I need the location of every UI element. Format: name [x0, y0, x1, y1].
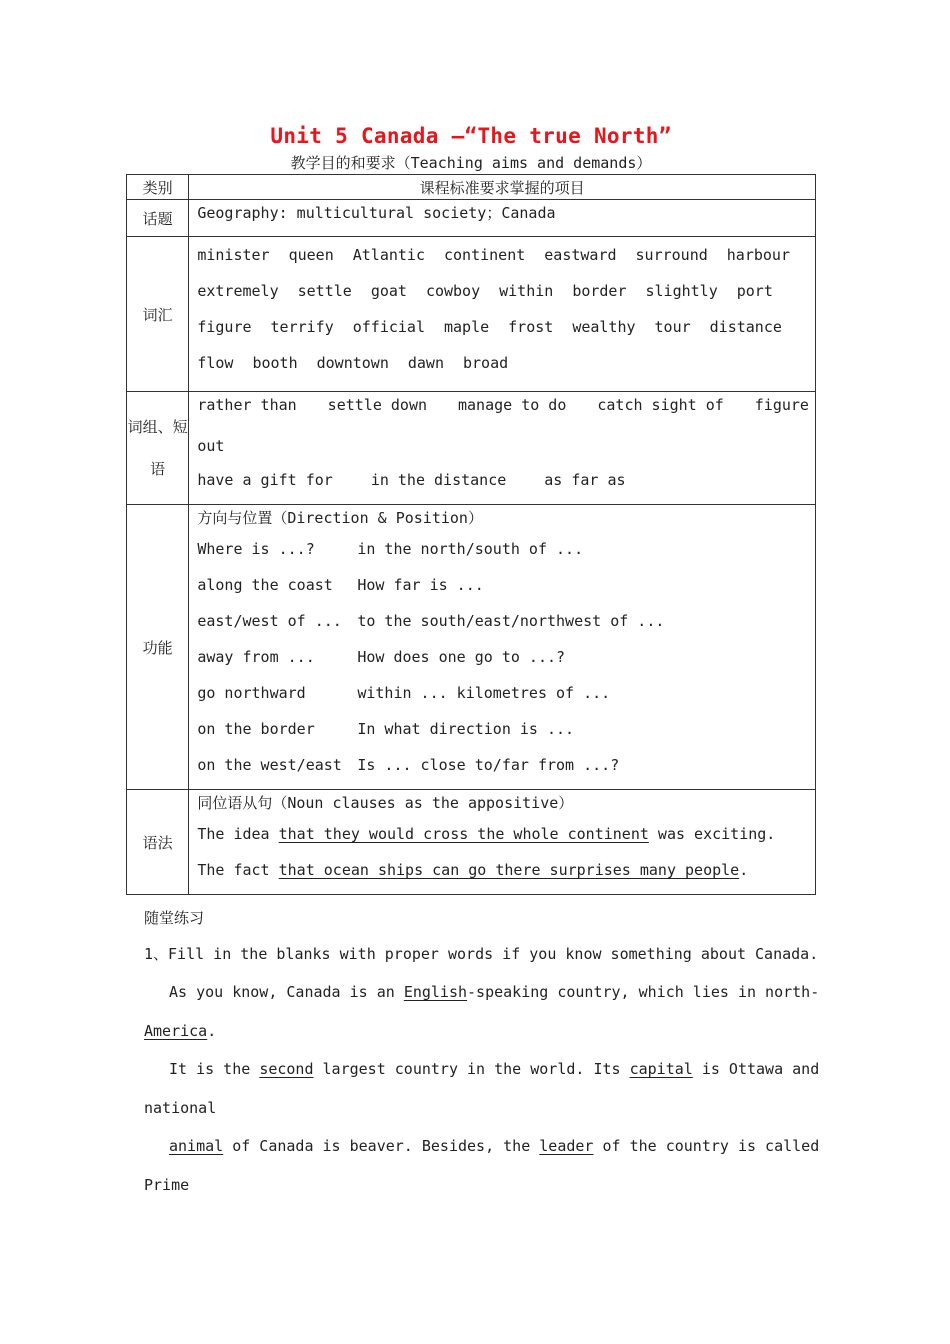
exercise-heading: 随堂练习: [144, 909, 205, 927]
vocab-word: booth: [252, 354, 298, 372]
vocab-line-4: [197, 345, 809, 381]
function-phrase: within ... kilometres of ...: [357, 684, 611, 702]
text: As you know, Canada is an: [169, 983, 404, 1001]
function-row: [197, 639, 809, 675]
vocab-word: frost: [508, 318, 554, 336]
function-phrase: away from ...: [197, 648, 315, 666]
phrases-label-line2: 语: [150, 460, 166, 478]
phrases-label-line1: 词组、短: [127, 418, 188, 436]
grammar-example-1: [197, 816, 809, 852]
function-phrase: east/west of ...: [197, 612, 342, 630]
phrases-label: [127, 392, 189, 505]
vocab-word: minister: [197, 246, 270, 264]
grammar-example-2: [197, 852, 809, 888]
vocab-word: queen: [288, 246, 334, 264]
vocab-line-3: [197, 309, 809, 345]
header-category: 类别: [127, 175, 189, 200]
vocab-word: maple: [444, 318, 490, 336]
exercise-section: [144, 900, 820, 1203]
answer-blank: animal: [169, 1137, 224, 1155]
vocab-word: cowboy: [425, 282, 481, 300]
function-phrase: go northward: [197, 684, 306, 702]
phrase-continuation: out: [197, 437, 225, 455]
function-row: [197, 603, 809, 639]
answer-blank: English: [403, 983, 468, 1001]
phrase: manage to do: [458, 396, 567, 414]
vocab-word: extremely: [197, 282, 279, 300]
function-phrase: In what direction is ...: [357, 720, 575, 738]
topic-content: [189, 200, 816, 237]
vocab-word: goat: [370, 282, 407, 300]
function-phrase: to the south/east/northwest of ...: [357, 612, 665, 630]
vocab-word: port: [736, 282, 773, 300]
vocab-word: distance: [709, 318, 782, 336]
vocab-word: terrify: [270, 318, 334, 336]
vocab-line-2: [197, 273, 809, 309]
appositive-clause: that they would cross the whole continent: [278, 825, 649, 843]
syllabus-table: [126, 174, 816, 895]
exercise-paragraph-line: [144, 1013, 784, 1049]
text: It is the: [169, 1060, 260, 1078]
exercise-paragraph-line: [144, 1049, 820, 1090]
page-title: Unit 5 Canada —“The true North”: [270, 124, 672, 148]
phrase: in the distance: [370, 471, 507, 489]
text: of the country is called: [593, 1137, 820, 1155]
function-phrase: on the border: [197, 720, 315, 738]
exercise-paragraph-line: [144, 1126, 820, 1167]
text: of Canada is beaver. Besides, the: [223, 1137, 540, 1155]
function-phrase: in the north/south of ...: [357, 540, 584, 558]
vocabulary-label: 词汇: [127, 237, 189, 392]
vocab-word: figure: [197, 318, 252, 336]
function-phrase: Where is ...?: [197, 540, 315, 558]
functions-heading: 方向与位置（Direction & Position）: [197, 509, 483, 527]
function-row: [197, 711, 809, 747]
page-subtitle: 教学目的和要求（Teaching aims and demands）: [290, 154, 652, 172]
vocab-word: within: [499, 282, 554, 300]
vocab-word: flow: [197, 354, 234, 372]
vocab-word: dawn: [407, 354, 444, 372]
example-text: The idea: [197, 825, 279, 843]
vocab-word: continent: [444, 246, 526, 264]
answer-blank: leader: [539, 1137, 594, 1155]
vocab-word: tour: [654, 318, 691, 336]
text: .: [207, 1022, 217, 1040]
table-header-row: [127, 175, 816, 200]
vocab-word: wealthy: [572, 318, 636, 336]
phrase: rather than: [197, 396, 297, 414]
topic-label: 话题: [127, 200, 189, 237]
vocab-word: harbour: [726, 246, 790, 264]
vocab-word: border: [572, 282, 627, 300]
vocab-word: slightly: [645, 282, 718, 300]
functions-label: 功能: [127, 505, 189, 790]
exercise-paragraph-line: Prime: [144, 1176, 190, 1194]
grammar-label: 语法: [127, 790, 189, 895]
vocabulary-content: [189, 237, 816, 392]
exercise-paragraph-line: national: [144, 1099, 217, 1117]
functions-content: [189, 505, 816, 790]
vocab-word: official: [352, 318, 425, 336]
phrase: catch sight of: [597, 396, 724, 414]
function-row: [197, 531, 809, 567]
grammar-row: [127, 790, 816, 895]
example-text: was exciting.: [648, 825, 776, 843]
grammar-heading: 同位语从句（Noun clauses as the appositive）: [197, 794, 574, 812]
vocab-word: settle: [297, 282, 352, 300]
answer-blank: America: [144, 1022, 208, 1040]
phrases-row: [127, 392, 816, 505]
vocab-word: Atlantic: [352, 246, 425, 264]
exercise-paragraph-line: [144, 972, 820, 1013]
function-phrase: Is ... close to/far from ...?: [357, 756, 620, 774]
functions-row: [127, 505, 816, 790]
topic-row: [127, 200, 816, 237]
vocab-word: broad: [463, 354, 509, 372]
answer-blank: second: [259, 1060, 314, 1078]
grammar-content: [189, 790, 816, 895]
phrase: settle down: [327, 396, 428, 414]
header-content: 课程标准要求掌握的项目: [189, 175, 816, 200]
function-phrase: How does one go to ...?: [357, 648, 566, 666]
question-1: 1、Fill in the blanks with proper words if you know something about Canada.: [144, 945, 819, 963]
phrases-content: [189, 392, 816, 505]
example-text: The fact: [197, 861, 279, 879]
topic-text: Geography: multicultural society；Canada: [197, 204, 556, 222]
vocab-word: surround: [635, 246, 708, 264]
vocab-word: downtown: [316, 354, 389, 372]
phrases-line-1: [197, 392, 809, 418]
function-phrase: How far is ...: [357, 576, 484, 594]
function-phrase: along the coast: [197, 576, 333, 594]
text: is Ottawa and: [692, 1060, 820, 1078]
example-text: .: [739, 861, 749, 879]
function-row: [197, 567, 809, 603]
answer-blank: capital: [629, 1060, 693, 1078]
phrase: figure: [754, 396, 809, 414]
phrase: as far as: [544, 471, 626, 489]
function-row: [197, 747, 809, 783]
vocabulary-row: [127, 237, 816, 392]
function-phrase: on the west/east: [197, 756, 342, 774]
vocab-word: eastward: [544, 246, 617, 264]
vocab-line-1: [197, 237, 809, 273]
function-row: [197, 675, 809, 711]
text: largest country in the world. Its: [313, 1060, 630, 1078]
text: -speaking country, which lies in north-: [467, 983, 820, 1001]
phrase: have a gift for: [197, 471, 333, 489]
appositive-clause: that ocean ships can go there surprises many people: [278, 861, 740, 879]
phrases-line-2: [197, 462, 809, 498]
